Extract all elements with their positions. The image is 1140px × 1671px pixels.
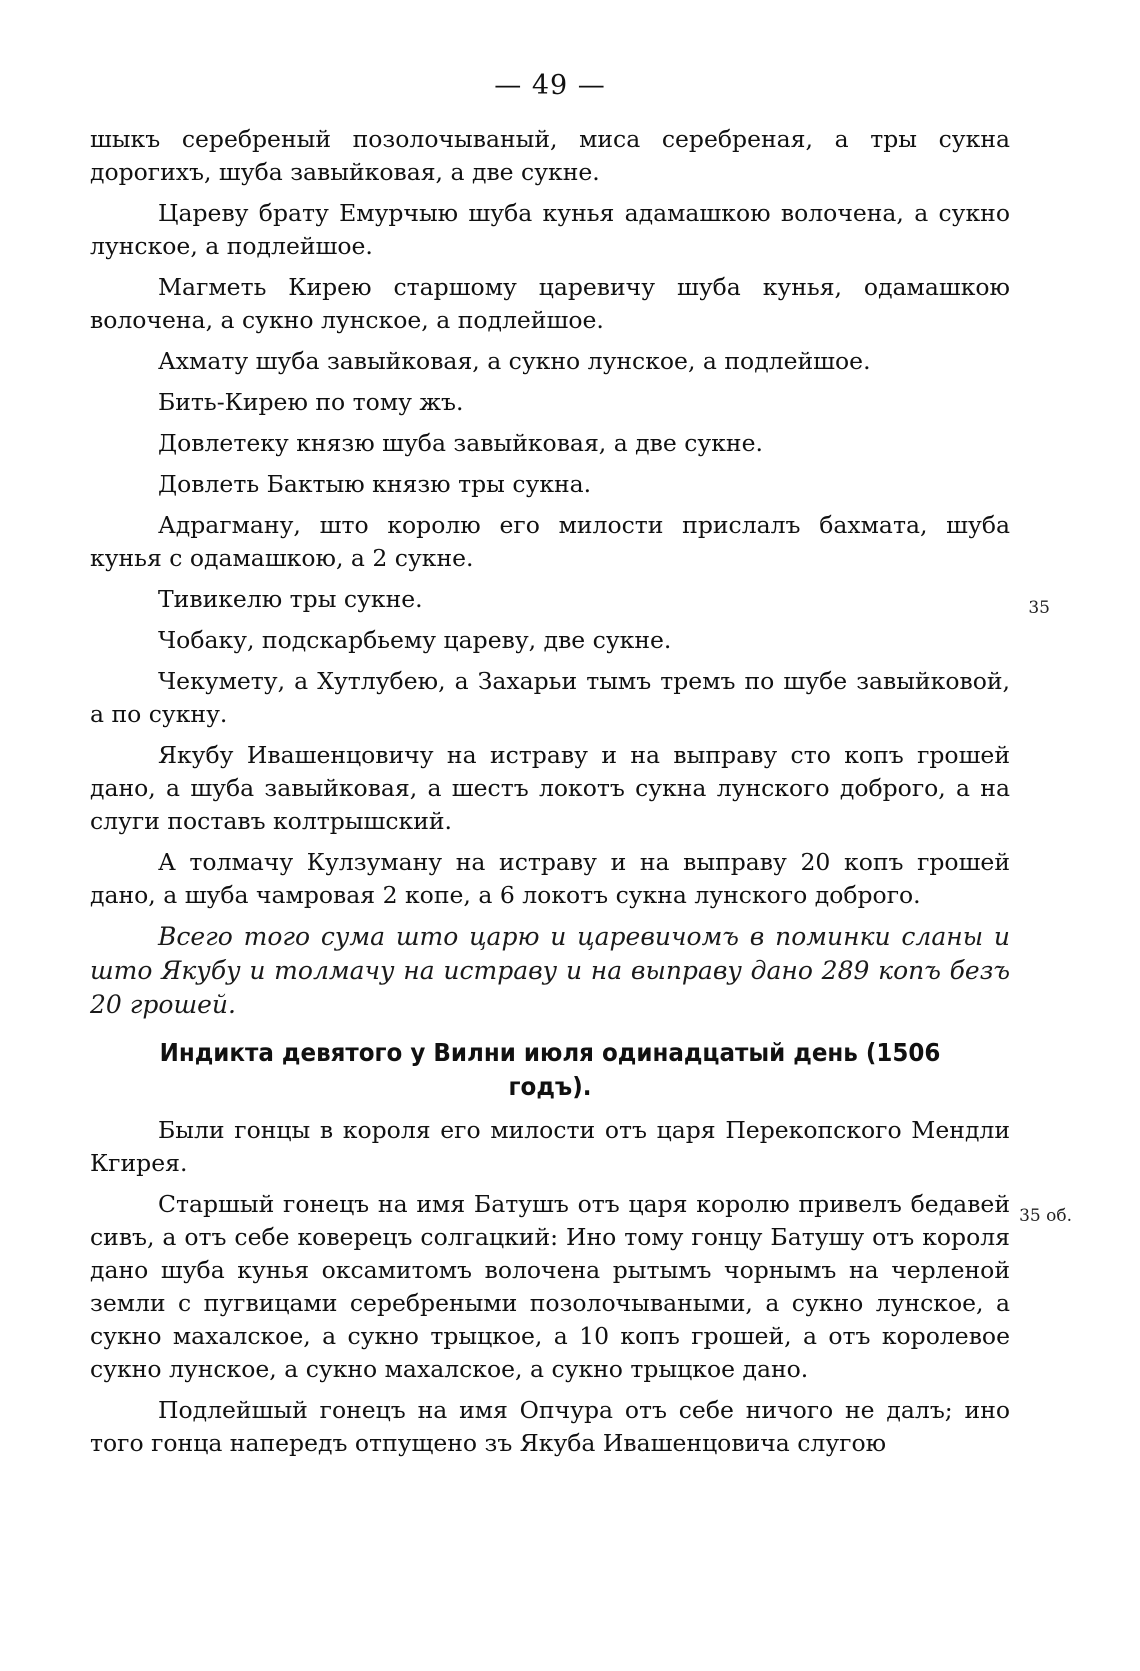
margin-note-folio-verso: 35 об. [1019, 1206, 1072, 1226]
margin-note-folio: 35 [1028, 598, 1050, 618]
paragraph: А толмачу Кулзуману на истраву и на выправу 20 копъ грошей дано, а шуба чамровая 2 копе, а 6 локотъ сукна лунского доброго. [90, 848, 1010, 909]
paragraph: Якубу Ивашенцовичу на истраву и на выправу сто копъ грошей дано, а шуба завыйковая, а шестъ локотъ сукна лунского доброго, а на слуги поставъ колтрышский. [90, 741, 1010, 835]
text-block-1 [90, 123, 1010, 912]
paragraph: Чекумету, а Хутлубею, а Захарьи тымъ тремъ по шубе завыйковой, а по сукну. [90, 667, 1010, 728]
paragraph: Бить-Кирею по тому жъ. [158, 388, 464, 416]
section-heading: Индикта девятого у Вилни июля одинадцатый день (1506 годъ). [159, 1038, 941, 1101]
paragraph: Подлейшый гонецъ на имя Опчура отъ себе ничого не далъ; ино того гонца напередъ отпущено зъ Якуба Ивашенцовича слугою [90, 1396, 1010, 1457]
text-block-2 [90, 1114, 1010, 1460]
paragraph: Были гонцы в короля его милости отъ царя Перекопского Мендли Кгирея. [90, 1116, 1010, 1177]
paragraph: Адрагману, што королю его милости прислалъ бахмата, шуба кунья с одамашкою, а 2 сукне. [90, 511, 1010, 572]
document-page [90, 70, 1010, 1468]
paragraph: Ахмату шуба завыйковая, а сукно лунское, а подлейшое. [158, 347, 871, 375]
page-number: — 49 — [494, 70, 606, 101]
paragraph: Чобаку, подскарбьему цареву, две сукне. [158, 626, 672, 654]
paragraph: Довлетеку князю шуба завыйковая, а две сукне. [158, 429, 763, 457]
summary-paragraph: Всего того сума што царю и царевичомъ в поминки сланы и што Якубу и толмачу на истраву и на выправу дано 289 копъ безъ 20 грошей. [90, 922, 1010, 1019]
paragraph: Цареву брату Емурчыю шуба кунья адамашкою волочена, а сукно лунское, а подлейшое. [90, 199, 1010, 260]
paragraph: Довлеть Бактыю князю тры сукна. [158, 470, 592, 498]
paragraph: Тивикелю тры сукне. [158, 585, 423, 613]
paragraph: Магметь Кирею старшому царевичу шуба кунья, одамашкою волочена, а сукно лунское, а подлейшое. [90, 273, 1010, 334]
paragraph: Старшый гонецъ на имя Батушъ отъ царя королю привелъ бедавей сивъ, а отъ себе коверецъ солгацкий: Ино тому гонцу Батушу отъ короля дано шуба кунья оксамитомъ волочена рытымъ чорнымъ на черленой земли с пугвицами серебреными позолочываными, а сукно лунское, а сукно махалское, а сукно трыцкое, а 10 копъ грошей, а отъ королевое сукно лунское, а сукно махалское, а сукно трыцкое дано. [90, 1190, 1010, 1383]
paragraph: шыкъ серебреный позолочываный, миса серебреная, а тры сукна дорогихъ, шуба завыйковая, а две сукне. [90, 125, 1010, 186]
